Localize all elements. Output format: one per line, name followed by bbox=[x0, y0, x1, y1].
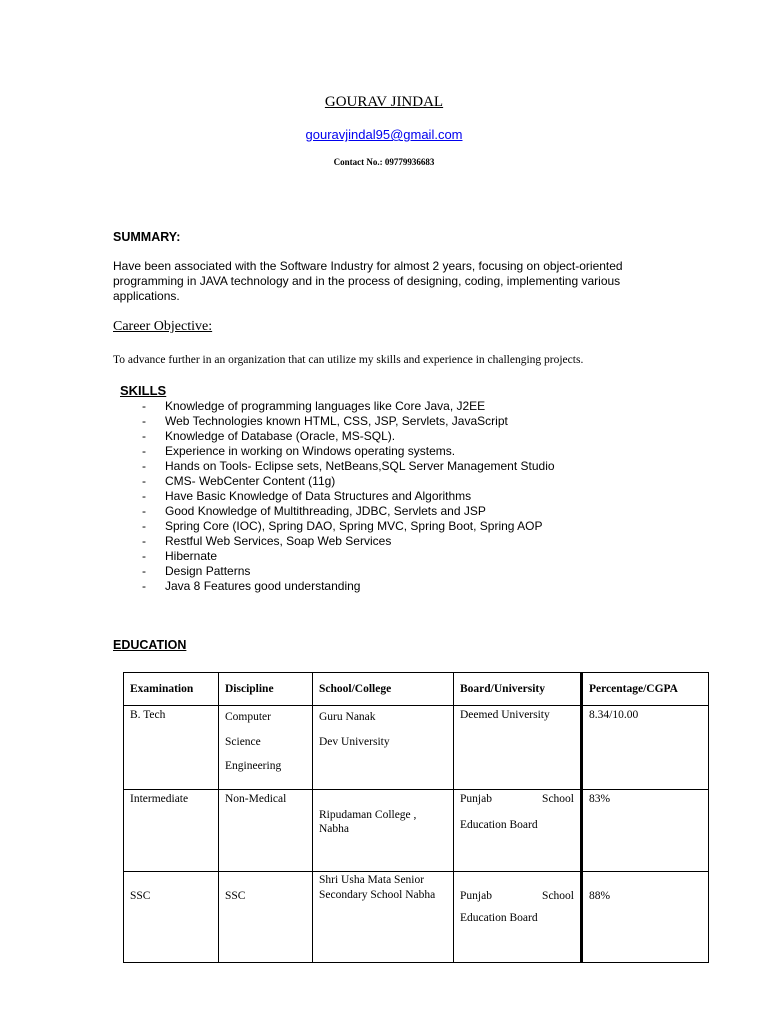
skills-heading: SKILLS bbox=[120, 383, 167, 398]
exam-cell bbox=[124, 790, 219, 872]
table-row bbox=[124, 706, 709, 790]
discipline-cell bbox=[219, 706, 313, 790]
email-link[interactable]: gouravjindal95@gmail.com bbox=[305, 127, 463, 142]
school-cell bbox=[313, 706, 454, 790]
score-cell bbox=[582, 872, 709, 963]
board-line: Punjab bbox=[460, 793, 492, 805]
exam-cell bbox=[124, 706, 219, 790]
skill-item: - CMS- WebCenter Content (11g) bbox=[140, 474, 555, 489]
school-line: Dev University bbox=[319, 736, 390, 748]
exam-value: Intermediate bbox=[130, 793, 189, 805]
school-cell bbox=[313, 790, 454, 872]
score-value: 8.34/10.00 bbox=[589, 709, 639, 721]
school-line: Nabha bbox=[319, 823, 350, 835]
school-line: Shri Usha Mata Senior bbox=[319, 874, 425, 886]
table-row bbox=[124, 872, 709, 963]
score-value: 83% bbox=[589, 793, 611, 805]
education-table bbox=[123, 672, 709, 963]
summary-text: Have been associated with the Software Industry for almost 2 years, focusing on object-oriented programming in JAVA technology and in the process of designing, coding, implementing various applications. bbox=[113, 259, 623, 303]
board-line: Punjab bbox=[460, 890, 492, 902]
column-header-board: Board/University bbox=[454, 673, 582, 706]
discipline-cell bbox=[219, 790, 313, 872]
skill-item: - Good Knowledge of Multithreading, JDBC, Servlets and JSP bbox=[140, 504, 555, 519]
career-objective-heading: Career Objective: bbox=[113, 319, 213, 334]
contact-number: Contact No.: 09779936683 bbox=[333, 157, 435, 167]
skill-item: - Knowledge of programming languages like Core Java, J2EE bbox=[140, 399, 555, 414]
column-header-percentage: Percentage/CGPA bbox=[582, 673, 709, 706]
score-cell bbox=[582, 706, 709, 790]
school-line: Guru Nanak bbox=[319, 711, 376, 723]
board-line: School bbox=[542, 890, 574, 902]
discipline-line: Science bbox=[225, 736, 261, 748]
skill-item: - Java 8 Features good understanding bbox=[140, 579, 555, 594]
exam-cell bbox=[124, 872, 219, 963]
board-line: Education Board bbox=[460, 819, 538, 831]
discipline-line: SSC bbox=[225, 890, 246, 902]
column-header-discipline: Discipline bbox=[219, 673, 313, 706]
board-line: Deemed University bbox=[460, 709, 550, 721]
skills-list bbox=[140, 399, 555, 594]
skill-item: - Knowledge of Database (Oracle, MS-SQL). bbox=[140, 429, 555, 444]
skill-item: - Hibernate bbox=[140, 549, 555, 564]
summary-heading: SUMMARY: bbox=[113, 230, 181, 244]
school-line: Ripudaman College , bbox=[319, 809, 417, 821]
school-line: Secondary School Nabha bbox=[319, 889, 436, 901]
board-cell bbox=[454, 790, 582, 872]
career-objective-text: To advance further in an organization that can utilize my skills and experience in challenging projects. bbox=[113, 354, 584, 366]
skill-item: - Web Technologies known HTML, CSS, JSP, Servlets, JavaScript bbox=[140, 414, 555, 429]
exam-value: SSC bbox=[130, 890, 151, 902]
skill-item: - Have Basic Knowledge of Data Structures and Algorithms bbox=[140, 489, 555, 504]
education-heading: EDUCATION bbox=[113, 638, 187, 652]
skill-item: - Hands on Tools- Eclipse sets, NetBeans,SQL Server Management Studio bbox=[140, 459, 555, 474]
table-row bbox=[124, 790, 709, 872]
discipline-line: Computer bbox=[225, 711, 271, 723]
board-line: Education Board bbox=[460, 912, 538, 924]
skill-item: - Design Patterns bbox=[140, 564, 555, 579]
skill-item: - Restful Web Services, Soap Web Services bbox=[140, 534, 555, 549]
school-cell bbox=[313, 872, 454, 963]
discipline-line: Engineering bbox=[225, 760, 282, 772]
board-cell bbox=[454, 872, 582, 963]
column-header-school: School/College bbox=[313, 673, 454, 706]
exam-value: B. Tech bbox=[130, 709, 166, 721]
candidate-name: GOURAV JINDAL bbox=[324, 94, 444, 110]
board-line: School bbox=[542, 793, 574, 805]
score-value: 88% bbox=[589, 890, 611, 902]
table-header-row bbox=[124, 673, 709, 706]
skill-item: - Spring Core (IOC), Spring DAO, Spring MVC, Spring Boot, Spring AOP bbox=[140, 519, 555, 534]
board-cell bbox=[454, 706, 582, 790]
skill-item: - Experience in working on Windows operating systems. bbox=[140, 444, 555, 459]
column-header-examination: Examination bbox=[124, 673, 219, 706]
score-cell bbox=[582, 790, 709, 872]
discipline-line: Non-Medical bbox=[225, 793, 287, 805]
discipline-cell bbox=[219, 872, 313, 963]
